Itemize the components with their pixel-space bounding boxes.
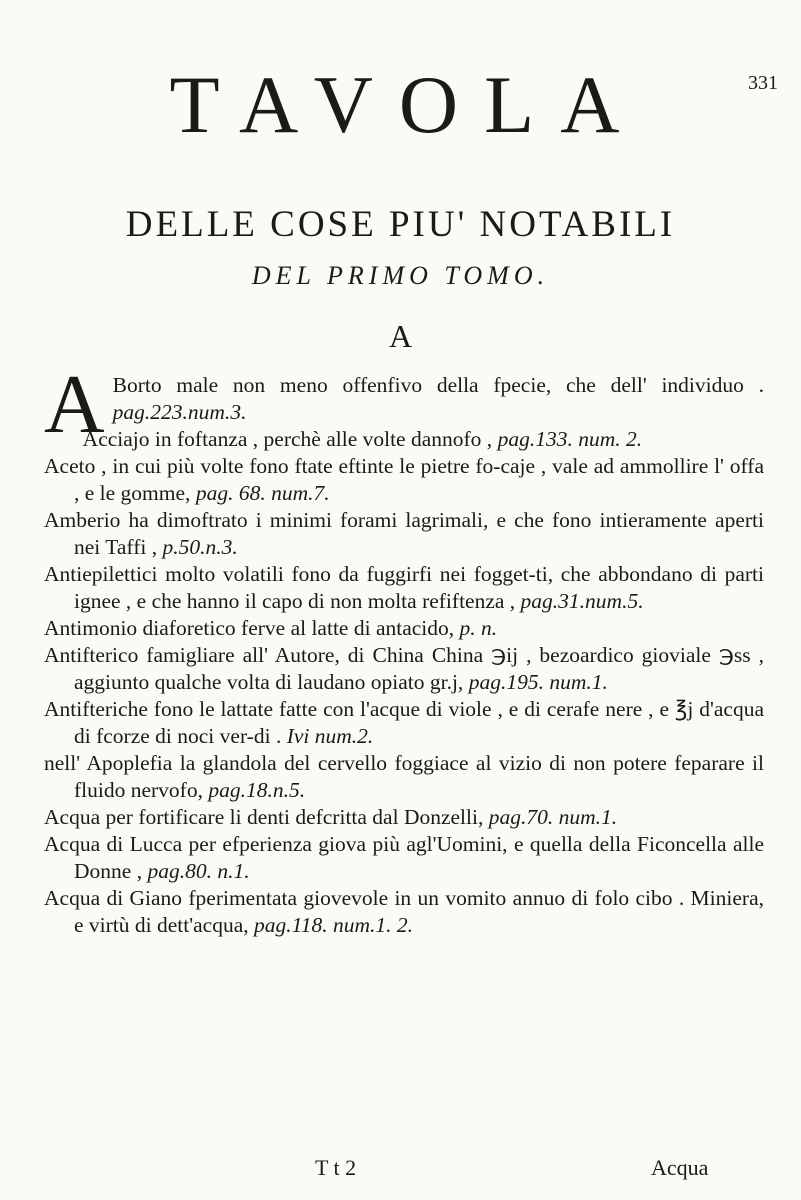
page-footer: [0, 1155, 801, 1185]
entry-text: Aceto , in cui più volte fono ftate eftinte le pietre fo-caje , vale ad ammollire l' offa , e le gomme,: [44, 454, 764, 505]
entry-text: Acqua di Giano fperimentata giovevole in un vomito annuo di folo cibo . Miniera, e virtù di dett'acqua,: [44, 886, 764, 937]
index-entry: [44, 696, 764, 750]
index-entry: [44, 885, 764, 939]
entry-text: nell' Apoplefia la glandola del cervello foggiace al vizio di non potere feparare il fluido nervofo,: [44, 751, 764, 802]
index-entry: [44, 426, 764, 453]
page-title: TAVOLA: [169, 59, 646, 150]
entry-ref: Ivi num.2.: [286, 724, 374, 748]
entry-ref: pag.70. num.1.: [488, 805, 618, 829]
entry-ref: pag.223.num.3.: [112, 400, 247, 424]
index-entry: [44, 831, 764, 885]
index-entries: [44, 358, 764, 939]
catchword: Acqua: [651, 1155, 709, 1180]
entry-ref: pag.195. num.1.: [468, 670, 608, 694]
entry-text: Acqua per fortificare li denti defcritta dal Donzelli,: [44, 805, 484, 829]
entry-text: Antifterico famigliare all' Autore, di China China ℈ij , bezoardico gioviale ℈ss , aggiunto qualche volta di laudano opiato gr.j,: [44, 643, 764, 694]
signature-mark: T t 2: [315, 1155, 357, 1180]
index-entry: [44, 507, 764, 561]
page-subtitle: DELLE COSE PIU' NOTABILI: [125, 204, 676, 245]
entry-text: Amberio ha dimoftrato i minimi forami lagrimali, e che fono intieramente aperti nei Taffi ,: [44, 508, 764, 559]
section-letter: A: [388, 318, 413, 354]
entry-ref: pag.31.num.5.: [520, 589, 644, 613]
entry-ref: p. n.: [459, 616, 498, 640]
index-entry: [44, 561, 764, 615]
entry-ref: p.50.n.3.: [162, 535, 238, 559]
entry-text: Antimonio diaforetico ferve al latte di antacido,: [44, 616, 455, 640]
entry-text: Antifteriche fono le lattate fatte con l'acque di viole , e di cerafe nere , e ℥j d'acqua di fcorze di noci ver-di .: [44, 697, 764, 748]
index-entry: [44, 615, 764, 642]
entry-text: Acciajo in foftanza , perchè alle volte dannofo ,: [82, 427, 493, 451]
entry-text: Borto male non meno offenfivo della fpecie, che dell' individuo .: [112, 373, 764, 397]
index-entry: [44, 642, 764, 696]
entry-ref: pag.133. num. 2.: [497, 427, 643, 451]
index-entry: [44, 804, 764, 831]
index-entry: [44, 750, 764, 804]
entry-ref: pag.18.n.5.: [208, 778, 306, 802]
drop-cap: A: [44, 358, 105, 451]
index-entry: [44, 453, 764, 507]
entry-ref: pag.80. n.1.: [147, 859, 250, 883]
entry-text: Antiepilettici molto volatili fono da fuggirfi nei fogget-ti, che abbondano di parti ignee , e che hanno il capo di non molta refiftenza ,: [44, 562, 764, 613]
entry-ref: pag. 68. num.7.: [195, 481, 330, 505]
entry-text: Acqua di Lucca per efperienza giova più agl'Uomini, e quella della Ficoncella alle Donne ,: [44, 832, 764, 883]
entry-ref: pag.118. num.1. 2.: [254, 913, 414, 937]
page-number: 331: [748, 72, 778, 94]
page-subsubtitle: DEL PRIMO TOMO.: [251, 261, 550, 290]
